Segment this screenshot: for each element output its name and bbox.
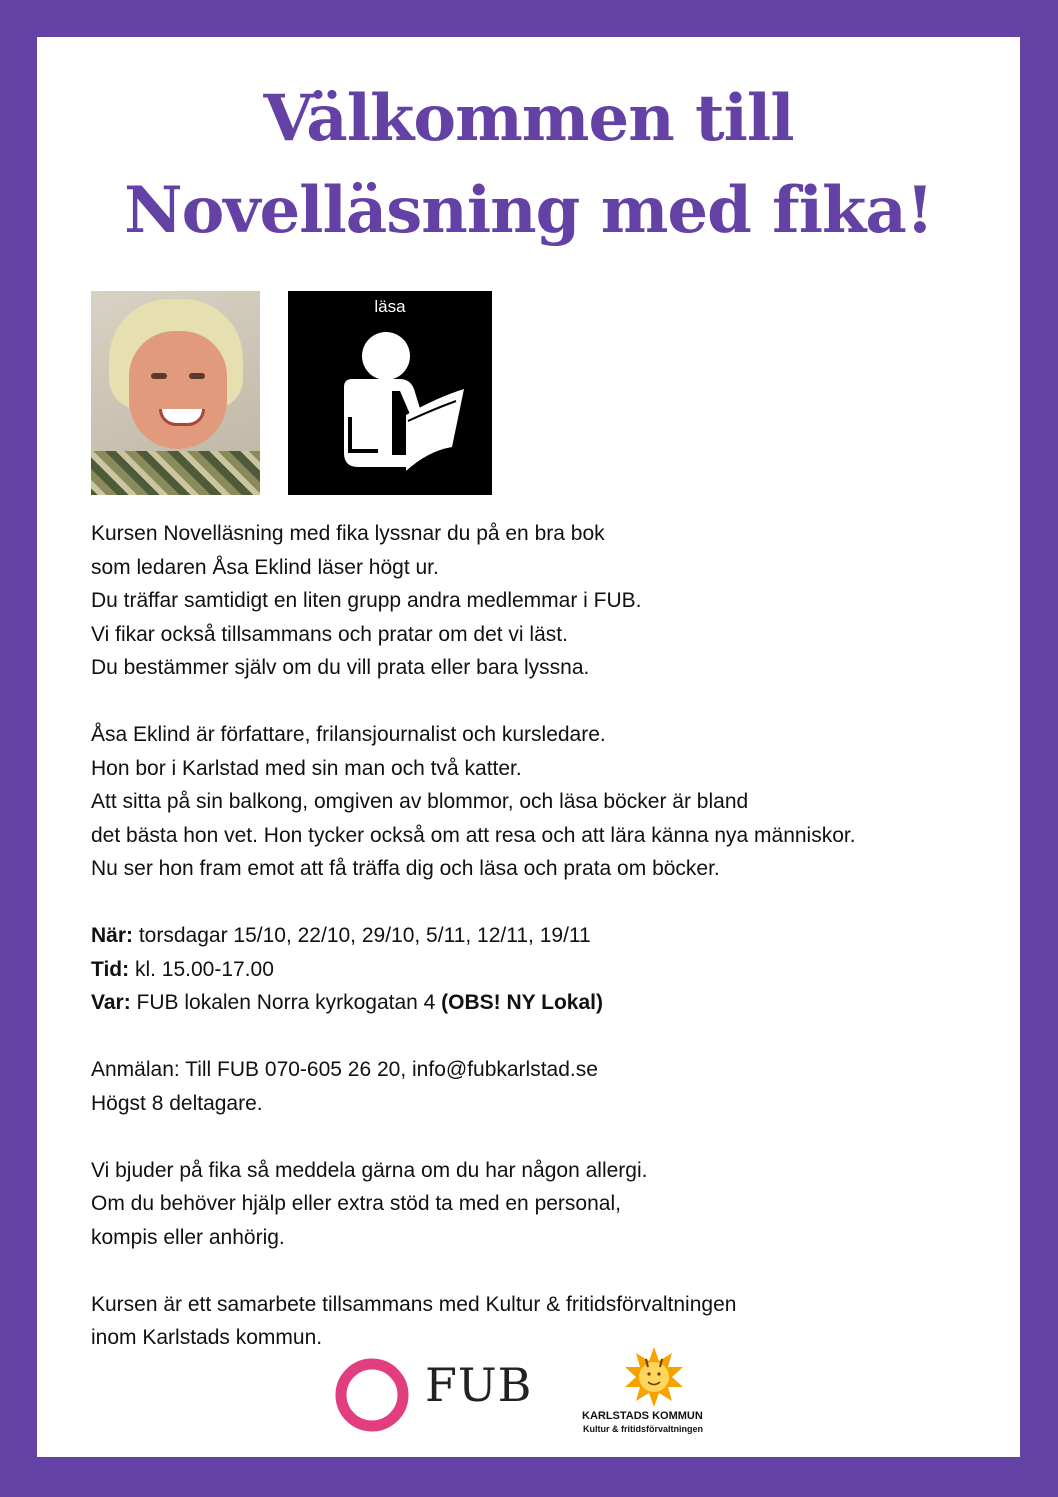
intro-line: Kursen Novelläsning med fika lyssnar du på en bra bok xyxy=(91,522,605,545)
leader-line: Nu ser hon fram emot att få träffa dig och läsa och prata om böcker. xyxy=(91,857,720,880)
intro-line: Du träffar samtidigt en liten grupp andra medlemmar i FUB. xyxy=(91,589,642,612)
reading-pictogram xyxy=(288,291,492,495)
pictogram-label: läsa xyxy=(374,297,406,316)
leader-line: Hon bor i Karlstad med sin man och två katter. xyxy=(91,756,522,780)
intro-line: som ledaren Åsa Eklind läser högt ur. xyxy=(91,555,439,579)
body-text xyxy=(91,517,991,1355)
reading-person-icon xyxy=(288,291,492,495)
flyer-page xyxy=(37,37,1020,1457)
intro-line: Vi fikar också tillsammans och pratar om det vi läst. xyxy=(91,622,568,646)
karlstad-department: Kultur & fritidsförvaltningen xyxy=(583,1424,703,1434)
fika-line: Om du behöver hjälp eller extra stöd ta med en personal, xyxy=(91,1192,621,1215)
karlstad-name: KARLSTADS KOMMUN xyxy=(582,1410,703,1422)
leader-line: Åsa Eklind är författare, frilansjournalist och kursledare. xyxy=(91,723,606,746)
when-row xyxy=(91,919,991,953)
place-label: Var: xyxy=(91,991,131,1014)
when-label: När: xyxy=(91,924,134,947)
fika-line: kompis eller anhörig. xyxy=(91,1225,285,1249)
signup-line: Högst 8 deltagare. xyxy=(91,1091,263,1115)
collab-line: inom Karlstads kommun. xyxy=(91,1326,323,1349)
leader-line: Att sitta på sin balkong, omgiven av blommor, och läsa böcker är bland xyxy=(91,790,749,813)
place-value: FUB lokalen Norra kyrkogatan 4 xyxy=(130,991,442,1014)
place-note: (OBS! NY Lokal) xyxy=(441,991,603,1014)
fub-ring-icon xyxy=(333,1356,411,1434)
sun-icon xyxy=(622,1345,686,1409)
title-line-1: Välkommen till xyxy=(263,81,794,156)
signup-line: Anmälan: Till FUB 070-605 26 20, info@fubkarlstad.se xyxy=(91,1058,598,1081)
leader-photo xyxy=(91,291,260,495)
karlstad-logo xyxy=(582,1345,732,1440)
time-label: Tid: xyxy=(91,957,130,981)
fika-line: Vi bjuder på fika så meddela gärna om du har någon allergi. xyxy=(91,1158,648,1182)
time-value: kl. 15.00-17.00 xyxy=(129,957,274,981)
fub-logo-text: FUB xyxy=(425,1358,533,1412)
page-title xyxy=(37,73,1020,257)
leader-line: det bästa hon vet. Hon tycker också om att resa och att lära känna nya människor. xyxy=(91,823,856,847)
fub-logo xyxy=(333,1354,533,1430)
time-row xyxy=(91,953,991,987)
place-row xyxy=(91,986,991,1020)
when-value: torsdagar 15/10, 22/10, 29/10, 5/11, 12/11, 19/11 xyxy=(133,924,591,947)
title-line-2: Novelläsning med fika! xyxy=(124,173,933,248)
intro-line: Du bestämmer själv om du vill prata eller bara lyssna. xyxy=(91,656,590,679)
collab-line: Kursen är ett samarbete tillsammans med Kultur & fritidsförvaltningen xyxy=(91,1292,737,1316)
